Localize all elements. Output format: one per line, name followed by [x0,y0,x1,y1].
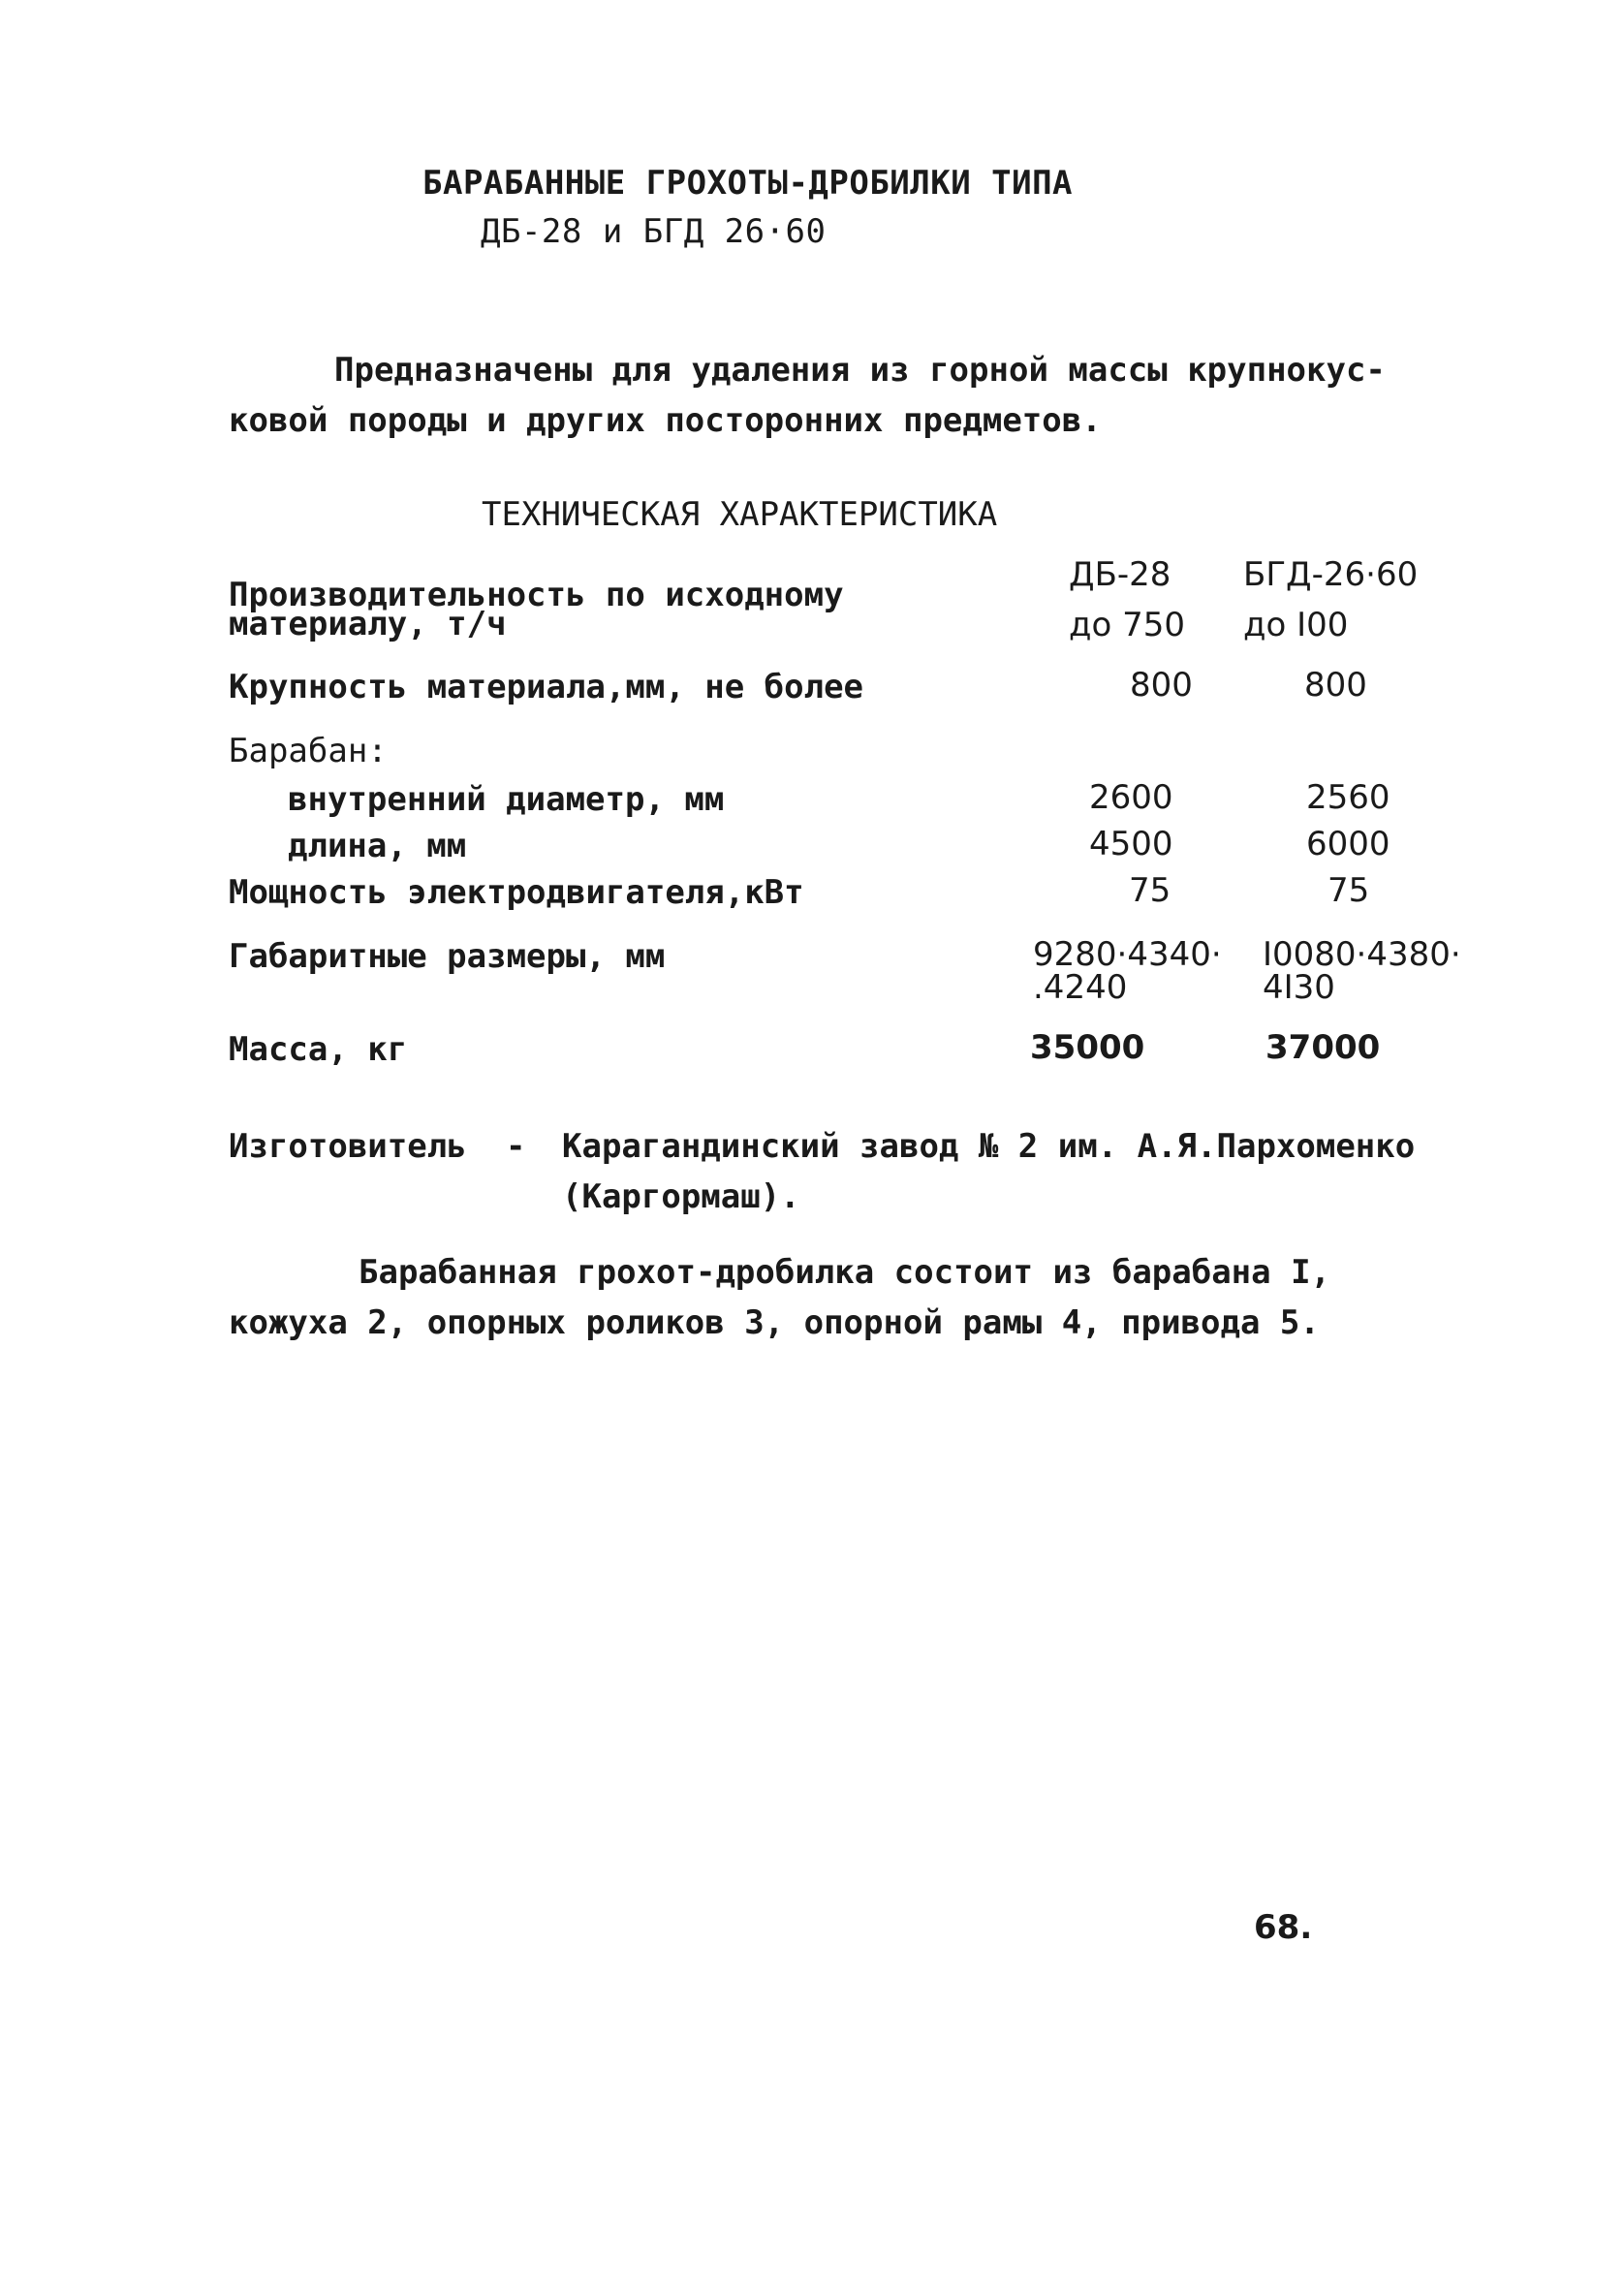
row-lump-size-v2: 800 [1304,666,1367,705]
title-line-2: ДБ-28 и БГД 26·60 [481,212,827,251]
row-dimensions-v1-line-2: .4240 [1033,968,1128,1007]
column-header-db28: ДБ-28 [1069,555,1171,594]
composition-line-2: кожуха 2, опорных роликов 3, опорной рамы 4, привода 5. [229,1303,1320,1342]
row-productivity-v1: до 750 [1069,606,1186,644]
row-motor-power-v2: 75 [1327,871,1370,910]
row-productivity-v2: до I00 [1243,606,1349,644]
row-drum-label: Барабан: [229,732,388,770]
row-length-v2: 6000 [1306,825,1390,863]
intro-line-2: ковой породы и других посторонних предметов. [229,401,1102,440]
row-productivity-label-1: Производительность по исходному [229,576,844,614]
row-mass-label: Масса, кг [229,1030,408,1069]
row-motor-power-v1: 75 [1129,871,1171,910]
row-dimensions-v1-line-1: 9280·4340· [1033,935,1222,974]
composition-line-1: Барабанная грохот-дробилка состоит из барабана I, [359,1253,1331,1292]
manufacturer-label: Изготовитель [229,1127,467,1166]
row-motor-power-label: Мощность электродвигателя,кВт [229,873,804,912]
title-line-1: БАРАБАННЫЕ ГРОХОТЫ-ДРОБИЛКИ ТИПА [422,164,1074,203]
spec-heading: ТЕХНИЧЕСКАЯ ХАРАКТЕРИСТИКА [482,495,998,534]
row-inner-diameter-v2: 2560 [1306,778,1390,817]
row-mass-v1: 35000 [1030,1028,1145,1067]
row-inner-diameter-label: внутренний диаметр, мм [288,780,725,819]
row-length-v1: 4500 [1089,825,1173,863]
row-inner-diameter-v1: 2600 [1089,778,1173,817]
row-mass-v2: 37000 [1265,1028,1381,1067]
row-dimensions-v2-line-2: 4I30 [1263,968,1335,1007]
column-header-bgd: БГД-26·60 [1243,555,1419,594]
row-lump-size-label: Крупность материала,мм, не более [229,668,864,706]
page-number: 68. [1254,1908,1313,1947]
manufacturer-short-name: (Каргормаш). [562,1177,800,1216]
row-dimensions-v2-line-1: I0080·4380· [1263,935,1461,974]
manufacturer-name: Карагандинский завод № 2 им. А.Я.Пархоменко [562,1127,1416,1166]
row-dimensions-label: Габаритные размеры, мм [229,937,666,976]
intro-line-1: Предназначены для удаления из горной массы крупнокус- [334,351,1386,390]
row-lump-size-v1: 800 [1130,666,1193,705]
row-productivity-label-2: материалу, т/ч [229,605,507,643]
manufacturer-dash: - [506,1127,526,1166]
row-length-label: длина, мм [288,827,467,865]
